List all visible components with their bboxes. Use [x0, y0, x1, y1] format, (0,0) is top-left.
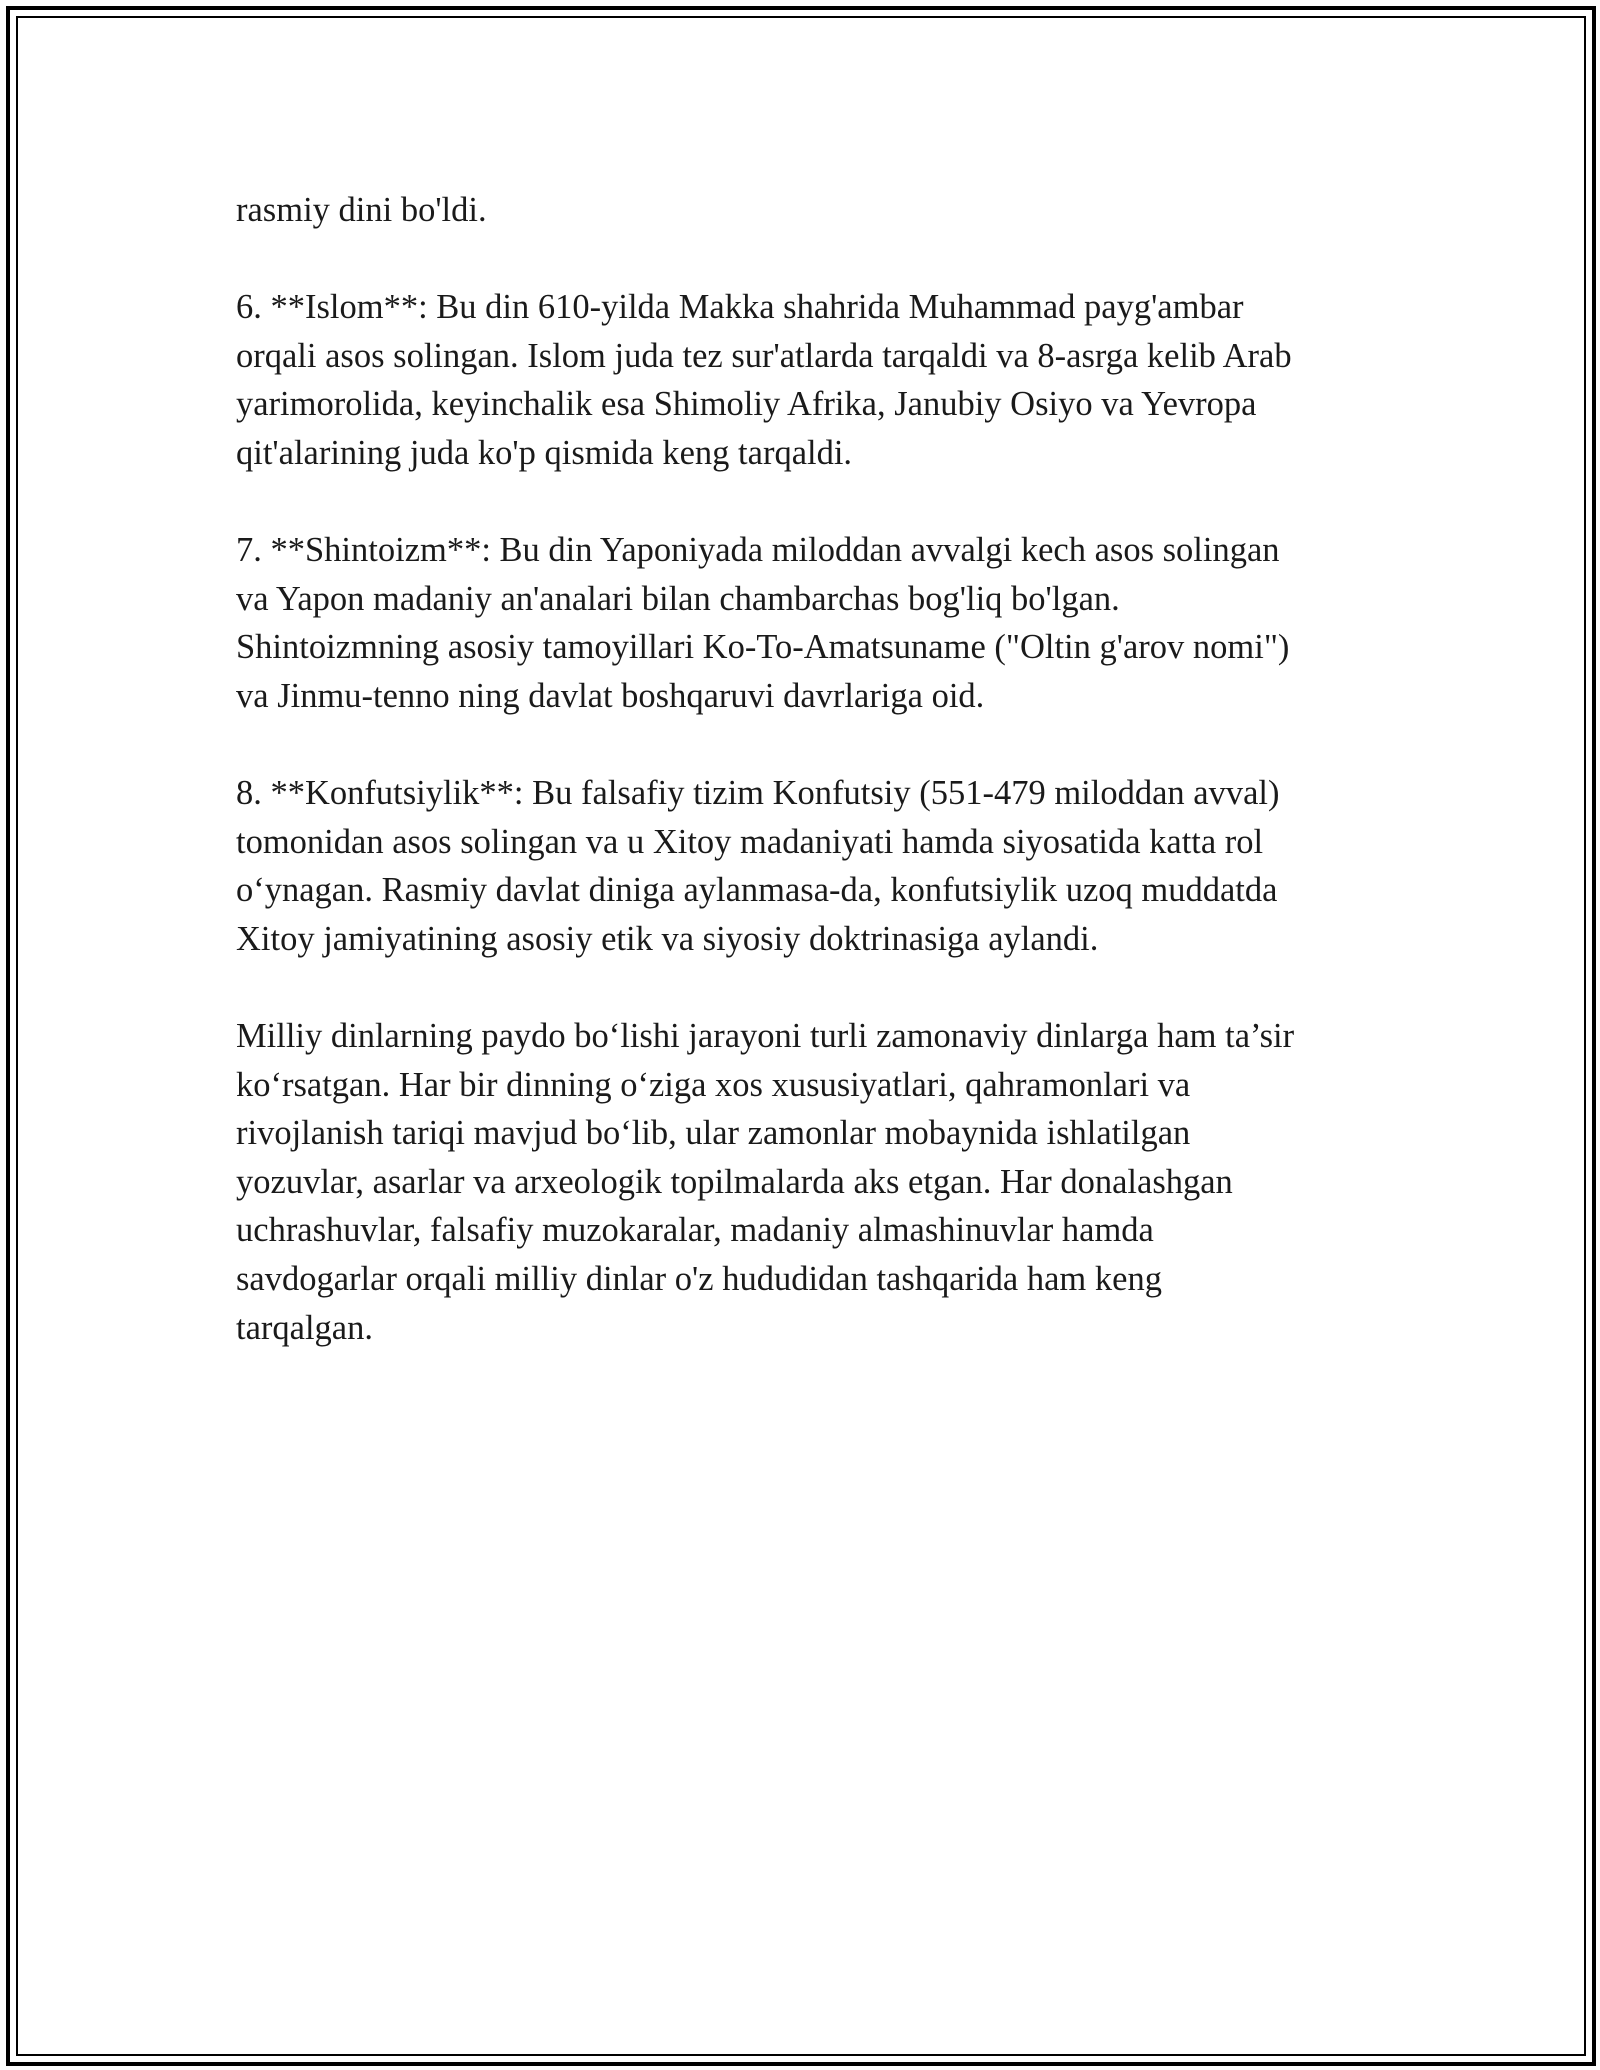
- paragraph-islom: 6. **Islom**: Bu din 610-yilda Makka shahrida Muhammad payg'ambar orqali asos solingan. Islom juda tez sur'atlarda tarqaldi va 8-asrga kelib Arab yarimorolida, keyinchalik esa Shimoliy Afrika, Janubiy Osiyo va Yevropa qit'alarining juda ko'p qismida keng tarqaldi.: [236, 288, 1292, 472]
- document-body: [236, 186, 1376, 1401]
- paragraph-continuation: rasmiy dini bo'ldi.: [236, 191, 487, 229]
- paragraph-conclusion: Milliy dinlarning paydo bo‘lishi jarayoni turli zamonaviy dinlarga ham ta’sir ko‘rsatgan. Har bir dinning o‘ziga xos xususiyatlari, qahramonlari va rivojlanish tariqi mavjud bo‘lib, ular zamonlar mobaynida ishlatilgan yozuvlar, asarlar va arxeologik topilmalarda aks etgan. Har donalashgan uchrashuvlar, falsafiy muzokaralar, madaniy almashinuvlar hamda savdogarlar orqali milliy dinlar o'z hududidan tashqarida ham keng tarqalgan.: [236, 1017, 1295, 1347]
- paragraph-konfutsiylik: 8. **Konfutsiylik**: Bu falsafiy tizim Konfutsiy (551-479 miloddan avval) tomonidan asos solingan va u Xitoy madaniyati hamda siyosatida katta rol o‘ynagan. Rasmiy davlat diniga aylanmasa-da, konfutsiylik uzoq muddatda Xitoy jamiyatining asosiy etik va siyosiy doktrinasiga aylandi.: [236, 774, 1280, 958]
- paragraph-shintoizm: 7. **Shintoizm**: Bu din Yaponiyada miloddan avvalgi kech asos solingan va Yapon madaniy an'analari bilan chambarchas bog'liq bo'lgan. Shintoizmning asosiy tamoyillari Ko-To-Amatsuname ("Oltin g'arov nomi") va Jinmu-tenno ning davlat boshqaruvi davrlariga oid.: [236, 531, 1290, 715]
